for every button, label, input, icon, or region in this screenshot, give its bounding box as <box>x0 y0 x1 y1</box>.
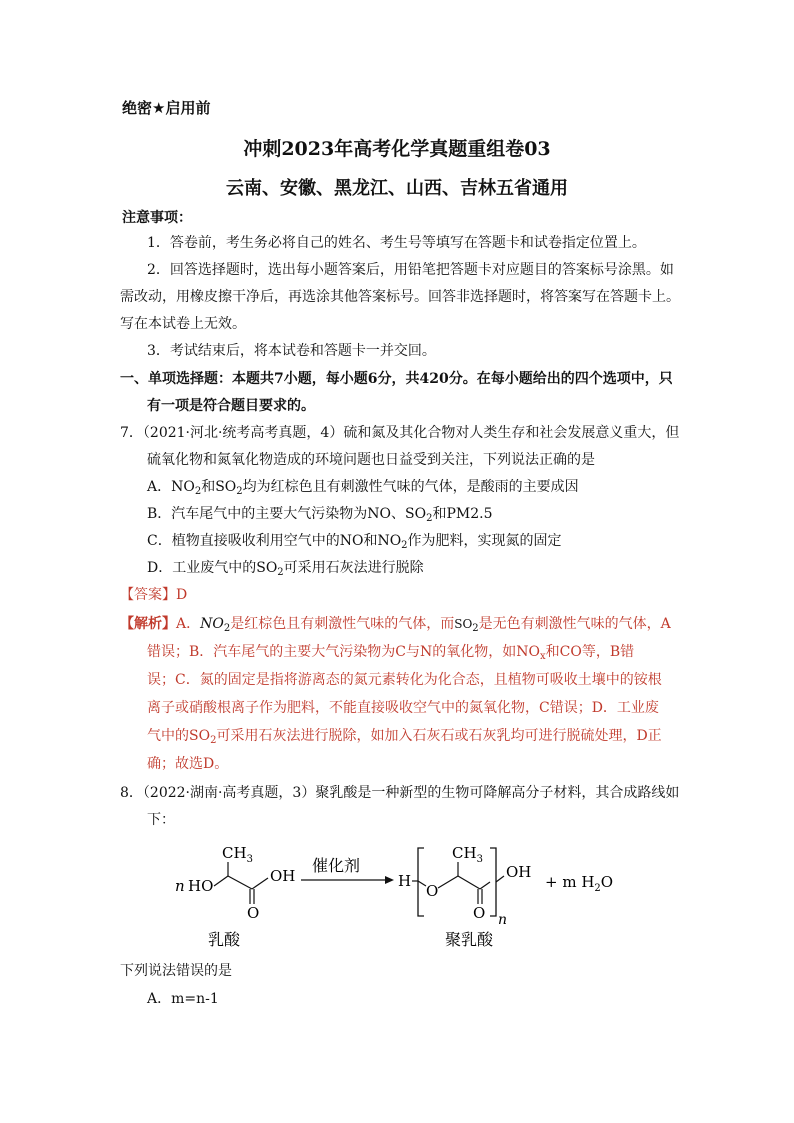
q8-stem-cont: 下： <box>147 812 175 828</box>
right-bracket <box>490 848 496 916</box>
product-name: 聚乳酸 <box>445 930 494 949</box>
reactant-coefficient: n <box>175 877 185 895</box>
terminal-oh: OH <box>506 863 532 881</box>
note-item: 需改动，用橡皮擦干净后，再选涂其他答案标号。回答非选择题时，将答案写在答题卡上。 <box>120 289 680 305</box>
q8-question: 下列说法错误的是 <box>120 963 232 979</box>
q8-stem: 8．（2022·湖南·高考真题，3）聚乳酸是一种新型的生物可降解高分子材料，其合成路线如 <box>120 785 680 801</box>
q7-stem-cont: 硫氧化物和氮氧化物造成的环境问题也日益受到关注，下列说法正确的是 <box>147 452 595 468</box>
note-item: 2．回答选择题时，选出每小题答案后，用铅笔把答题卡对应题目的答案标号涂黑。如 <box>147 262 674 278</box>
carbonyl-oxygen: O <box>247 904 260 922</box>
note-item: 1．答卷前，考生务必将自己的姓名、考生号等填写在答题卡和试卷指定位置上。 <box>147 235 646 251</box>
q7-answer: 【答案】D <box>120 587 188 603</box>
bond <box>228 876 252 889</box>
q7-option-a: A．$NO_2$和$SO_2$均为红棕色且有刺激性气味的气体，是酸雨的主要成因 <box>147 479 579 497</box>
reaction-scheme <box>160 834 630 952</box>
q7-analysis-line: 确；故选D。 <box>147 756 229 772</box>
confidential-label: 绝密★启用前 <box>122 99 211 117</box>
q7-stem: 7．（2021·河北·统考高考真题，4）硫和氮及其化合物对人类生存和社会发展意义重大，但 <box>120 425 680 441</box>
section-heading-cont: 有一项是符合题目要求的。 <box>147 398 315 414</box>
page-subtitle: 云南、安徽、黑龙江、山西、吉林五省通用 <box>226 178 568 199</box>
q7-analysis-line: 【解析】A．$NO_2$是红棕色且有刺激性气味的气体，而$SO_2$是无色有刺激性气味的气体，A <box>120 616 671 634</box>
q7-option-c: C．植物直接吸收利用空气中的NO和$NO_2$作为肥料，实现氮的固定 <box>147 533 562 551</box>
bond <box>458 876 480 889</box>
ho-group: HO <box>188 877 214 895</box>
bond <box>418 881 426 886</box>
bond <box>438 876 458 888</box>
notes-label: 注意事项： <box>122 210 192 226</box>
bond <box>496 876 504 882</box>
methyl-group: $CH_3$ <box>452 844 483 865</box>
oh-group: OH <box>270 867 296 885</box>
repeat-index: n <box>498 912 508 928</box>
q7-analysis-line: 气中的$SO_2$可采用石灰法进行脱除，如加入石灰石或石灰乳均可进行脱硫处理，D正 <box>147 728 662 746</box>
bond <box>480 882 490 889</box>
note-item: 写在本试卷上无效。 <box>120 316 246 332</box>
methyl-group: $CH_3$ <box>222 844 253 865</box>
bond <box>214 876 228 886</box>
catalyst-label: 催化剂 <box>312 856 361 875</box>
bond <box>252 878 268 889</box>
page-title: 冲刺2023年高考化学真题重组卷03 <box>243 138 551 160</box>
carbonyl-oxygen: O <box>473 904 486 922</box>
note-item: 3．考试结束后，将本试卷和答题卡一并交回。 <box>147 343 436 359</box>
h-end: H <box>398 872 412 890</box>
q8-option-a: A．m=n-1 <box>147 991 219 1007</box>
arrow-head <box>385 876 394 884</box>
q7-option-b: B．汽车尾气中的主要大气污染物为NO、$SO_2$和PM2.5 <box>147 506 493 524</box>
reactant-name: 乳酸 <box>208 930 241 949</box>
q7-analysis-line: 错误；B．汽车尾气的主要大气污染物为C与N的氧化物，如$NO_x$和CO等，B错 <box>147 644 635 662</box>
q7-option-d: D．工业废气中的$SO_2$可采用石灰法进行脱除 <box>147 560 424 578</box>
q7-analysis-line: 离子或硝酸根离子作为肥料，不能直接吸收空气中的氮氧化物，C错误；D．工业废 <box>147 700 659 716</box>
chain-oxygen: O <box>426 882 439 900</box>
section-heading: 一、单项选择题：本题共7小题，每小题6分，共420分。在每小题给出的四个选项中，只 <box>120 371 673 387</box>
q7-analysis-line: 误；C．氮的固定是指将游离态的氮元素转化为化合态，且植物可吸收土壤中的铵根 <box>147 672 662 688</box>
water-term: + m $H_2O$ <box>545 873 614 894</box>
